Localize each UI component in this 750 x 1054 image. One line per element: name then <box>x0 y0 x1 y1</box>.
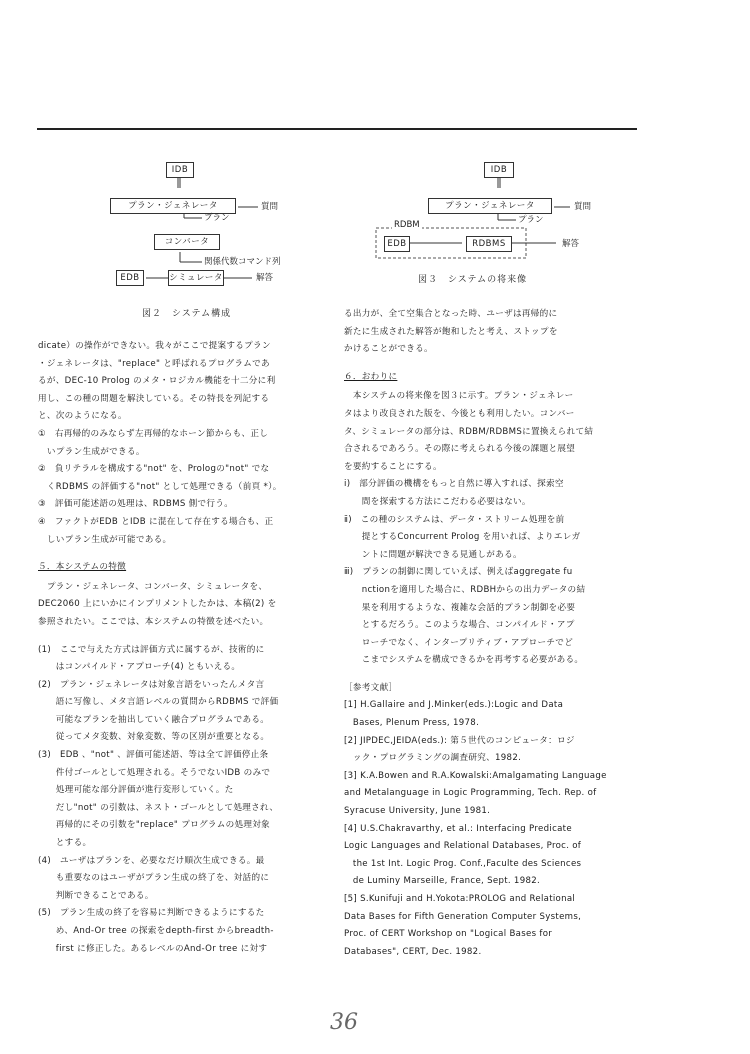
reference-line: Data Bases for Fifth Generation Computer Systems, <box>344 911 582 922</box>
list-item: ⅱ) この種のシステムは、データ・ストリーム処理を前 <box>344 514 565 525</box>
list-item: 提とするConcurrent Prolog を用いれば、よりエレガ <box>344 532 581 543</box>
section-5-heading: ５．本システムの特徴 <box>38 562 127 573</box>
list-item: (1) ここで与えた方式は評価方式に属するが、技術的に <box>38 644 265 655</box>
reference-line: Databases", CERT, Dec. 1982. <box>344 946 482 957</box>
list-item: 再帰的にその引数を"replace" プログラムの処理対象 <box>38 820 271 831</box>
reference-line: de Luminy Marseille, France, Sept. 1982. <box>344 876 541 887</box>
figure-2-connectors <box>110 160 340 290</box>
text-line: ・ジェネレータは、"replace" と呼ばれるプログラムであ <box>38 358 270 369</box>
list-item: はコンパイルド・アプローチ(4) ともいえる。 <box>38 662 241 673</box>
fig2-edb-box: EDB <box>116 270 144 286</box>
list-item: ントに問題が解決できる見通しがある。 <box>344 549 522 560</box>
list-item: 果を利用するような、複雑な会話的プラン制御を必要 <box>344 602 576 613</box>
reference-line: [1] H.Gallaire and J.Minker(eds.):Logic and Data <box>344 700 564 711</box>
text-line: かけることができる。 <box>344 344 433 355</box>
text-line: タはより改良された版を、今後とも利用したい。コンバー <box>344 408 575 419</box>
list-item: first に修正した。あるレベルのAnd-Or tree に対す <box>38 943 268 954</box>
reference-line: and Metalanguage in Logic Programming, Tech. Rep. of <box>344 788 597 799</box>
right-column <box>344 306 644 961</box>
reference-line: the 1st Int. Logic Prog. Conf.,Faculte des Sciences <box>344 858 582 869</box>
list-item: 可能なプランを抽出していく融合プログラムである。 <box>38 714 270 725</box>
text-line: る出力が、全て空集合となった時、ユーザは再帰的に <box>344 309 558 319</box>
list-item: (2) プラン・ジェネレータは対象言語をいったんメタ言 <box>38 679 265 690</box>
text-line: タ、シミュレータの部分は、RDBM/RDBMSに置換えられて結 <box>344 426 594 437</box>
list-item: (5) プラン生成の終了を容易に判断できるようにするた <box>38 908 265 919</box>
list-item: 間を探索する方法にこだわる必要はない。 <box>344 496 531 507</box>
header-rule <box>37 128 637 130</box>
list-item: 従ってメタ変数、対象変数、等の区別が重要となる。 <box>38 732 270 743</box>
list-item: とする。 <box>38 838 92 849</box>
fig3-idb-box: IDB <box>484 162 514 178</box>
fig2-command-label: 関係代数コマンド列 <box>204 257 281 267</box>
fig2-idb-box: IDB <box>166 162 194 178</box>
reference-line: Logic Languages and Relational Databases, Proc. of <box>344 841 582 852</box>
list-item: 判断できることである。 <box>38 890 154 901</box>
text-line: dicate）の操作ができない。我々がここで提案するプラン <box>38 341 271 351</box>
text-line: 合されるであろう。その際に考えられる今後の課題と展望 <box>344 444 576 455</box>
list-item: ④ ファクトがEDB とIDB に混在して存在する場合も、正 <box>38 516 274 527</box>
fig3-rdbms-box: RDBMS <box>466 236 512 252</box>
list-item: も重要なのはユーザがプラン生成の終了を、対話的に <box>38 873 270 884</box>
fig2-plan-label: プラン <box>204 213 230 223</box>
list-item: (3) EDB 、"not" 、評価可能述語、等は全て評価停止条 <box>38 750 269 761</box>
fig3-question-label: 質問 <box>574 202 592 212</box>
list-item: とするだろう。このような場合、コンパイルド・アプ <box>344 620 575 631</box>
reference-line: Proc. of CERT Workshop on "Logical Bases for <box>344 929 553 940</box>
fig2-caption: 図２ システム構成 <box>142 309 232 319</box>
text-line: DEC2060 上にいかにインプリメントしたかは、本稿(2) を <box>38 599 277 610</box>
text-line: 参照されたい。ここでは、本システムの特徴を述べたい。 <box>38 616 269 627</box>
section-6-heading: ６．おわりに <box>344 371 398 382</box>
fig2-simulator-box: シミュレータ <box>168 270 224 286</box>
page-number: 36 <box>330 1010 358 1035</box>
text-line: プラン・ジェネレータ、コンバータ、シミュレータを、 <box>38 581 268 592</box>
fig2-answer-label: 解答 <box>256 273 274 283</box>
list-item: ⅲ) プランの制御に関していえば、例えばaggregate fu <box>344 567 573 578</box>
text-line: るが、DEC-10 Prolog のメタ・ロジカル機能を十二分に利 <box>38 376 276 387</box>
list-item: (4) ユーザはプランを、必要なだけ順次生成できる。最 <box>38 855 265 866</box>
text-line: 用し、この種の問題を解決している。その特長を列記する <box>38 393 270 404</box>
reference-line: [3] K.A.Bowen and R.A.Kowalski:Amalgamating Language <box>344 770 607 781</box>
reference-line: Bases, Plenum Press, 1978. <box>344 718 480 729</box>
list-item: め、And-Or tree の探索をdepth-first からbreadth- <box>38 926 274 936</box>
reference-line: [2] JIPDEC,JEIDA(eds.): 第５世代のコンピュータ：ロジ <box>344 735 575 746</box>
reference-line: [5] S.Kunifuji and H.Yokota:PROLOG and Relational <box>344 894 576 904</box>
reference-line: ック・プログラミングの調査研究、1982. <box>344 753 522 764</box>
text-line: と、次のようになる。 <box>38 411 127 422</box>
reference-line: Syracuse University, June 1981. <box>344 806 491 817</box>
text-line: 新たに生成された解答が飽和したと考え、ストップを <box>344 326 558 337</box>
fig2-converter-box: コンバータ <box>154 234 220 250</box>
list-item: ② 負リテラルを構成する"not" を、Prologの"not" でな <box>38 464 270 475</box>
list-item: nctionを適用した場合に、RDBHからの出力データの結 <box>344 584 586 595</box>
list-item: くRDBMS の評価する"not" として処理できる（前頁 *）。 <box>38 481 282 492</box>
list-item: 件付ゴールとして処理される。そうでないIDB のみで <box>38 767 271 778</box>
list-item: 語に写像し、メタ言語レベルの質問からRDBMS で評価 <box>38 697 279 708</box>
fig3-caption: 図３ システムの将来像 <box>418 275 528 285</box>
fig2-plan-generator-box: プラン・ジェネレータ <box>110 198 236 214</box>
fig3-answer-label: 解答 <box>562 239 580 249</box>
text-line: を要約することにする。 <box>344 461 442 472</box>
list-item: しいプラン生成が可能である。 <box>38 534 172 545</box>
list-item: だし"not" の引数は、ネスト・ゴールとして処理され、 <box>38 802 279 813</box>
reference-line: [4] U.S.Chakravarthy, et al.: Interfacing Predicate <box>344 823 572 834</box>
list-item: ③ 評価可能述語の処理は、RDBMS 側で行う。 <box>38 499 234 510</box>
text-line: 本システムの将来像を図３に示す。プラン・ジェネレー <box>344 391 574 402</box>
figure-3 <box>370 160 600 270</box>
list-item: いプラン生成ができる。 <box>38 446 145 457</box>
fig3-plan-label: プラン <box>518 215 544 225</box>
fig3-rdbm-label: RDBM <box>394 220 420 230</box>
fig3-plan-generator-box: プラン・ジェネレータ <box>428 198 552 214</box>
list-item: ⅰ) 部分評価の機構をもっと自然に導入すれば、探索空 <box>344 479 564 490</box>
list-item: ① 右再帰的のみならず左再帰的なホーン節からも、正し <box>38 428 269 439</box>
list-item: ローチでなく、インタープリティブ・アプローチでど <box>344 637 574 648</box>
list-item: こまでシステムを構成できるかを再考する必要がある。 <box>344 655 584 666</box>
list-item: 処理可能な部分評価が進行変形していく。た <box>38 785 234 796</box>
left-column <box>38 338 334 958</box>
figure-2 <box>110 160 340 290</box>
fig3-edb-box: EDB <box>384 236 410 252</box>
references-heading: ［参考文献］ <box>344 682 398 693</box>
fig2-question-label: 質問 <box>261 202 279 212</box>
